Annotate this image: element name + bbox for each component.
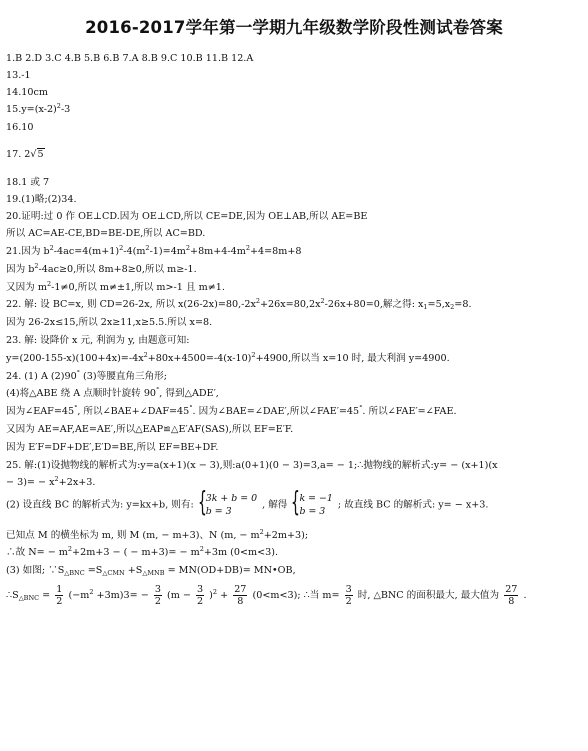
answer-22-line-1: 22. 解: 设 BC=x, 则 CD=26-2x, 所以 $x(26-2x)=80,-2x^2+26x=80,2x^2-26x+80=0$,解之得: $x_1=5,x_2=8$. (6, 297, 472, 311)
sqrt-radicand: 5 (37, 149, 44, 160)
answer-22-line-2: 因为 26-2x≤15,所以 2x≥11,x≥5.5.所以 x=8. (6, 317, 213, 328)
answer-25-line-6: (3) 如图; $\because S_{\triangle BNC} =S_{\triangle CMN} +S_{\triangle MNB} = MN(OD+DB)=$ MN•OB, (6, 565, 296, 577)
answer-24-line-5: 因为 E′F=DF+DE′,E′D=BE,所以 EF=BE+DF. (6, 442, 219, 453)
answer-23-line-2: $y=(200-155-x)(100+4x)=-4x^2+80x+4500=-4(x-10)^2+4900$,所以当 x=10 时, 最大利润 y=4900. (6, 351, 450, 364)
answer-25-line-2: − $3)= - x^2+2x+3$. (6, 475, 96, 488)
fraction-27-eighths: $\frac{27}{8}$ (234, 584, 247, 607)
answer-15: $15.y=(x-2)^2-3$ (6, 102, 71, 115)
answer-20-line-2: 所以 AC=AE-CE,BD=BE-DE,所以 AC=BD. (6, 228, 206, 239)
equation-system-2: { k = −1 b = 3 (292, 492, 332, 518)
fraction-one-half: $\frac{1}{2}$ (56, 584, 63, 607)
page-title: 2016-2017学年第一学期九年级数学阶段性测试卷答案 (85, 18, 503, 37)
answer-23-line-1: 23. 解: 设降价 x 元, 利润为 y, 由题意可知: (6, 335, 190, 346)
answer-21-line-3: 又因为 $m^2-1\ne 0$,所以 m≠±1,所以 m>-1 且 m≠1. (6, 280, 225, 293)
answer-24-line-2: (4)将△ABE 绕 A 点顺时针旋转 90°, 得到△ADE′, (6, 386, 219, 399)
fraction-three-halves: $\frac{3}{2}$ (154, 584, 161, 607)
answer-16: 16.10 (6, 122, 34, 133)
answer-25-line-7: $\therefore S_{\triangle BNC}$ = $\frac{1}{2}$ $(-m^2 +3m)3=$ − $\frac{3}{2}$ (m − $\frac{3}{2}$ )$^2$ + $\frac{27}{8}$ (0<m<3); ∴当 m= $\frac{3}{2}$ 时, △BNC 的面积最大, 最大值为 $\frac{27}{8}$ . (6, 584, 527, 607)
answer-14: 14.10cm (6, 87, 48, 98)
equation-system-1: { 3k + b = 0 b = 3 (199, 492, 257, 518)
answer-24-line-4: 又因为 AE=AF,AE=AE′,所以△EAP≌△E′AF(SAS),所以 EF=E′F. (6, 424, 294, 435)
choice-answers: 1.B 2.D 3.C 4.B 5.B 6.B 7.A 8.B 9.C 10.B 11.B 12.A (6, 53, 254, 64)
fraction-three-halves: $\frac{3}{2}$ (196, 584, 204, 607)
answer-21-line-2: 因为 $b^2-4ac\ge 0$,所以 8m+8≥0,所以 m≥-1. (6, 262, 197, 275)
answer-25-line-4: 已知点 M 的横坐标为 m, 则 M (m, − m+3)、N (m, − $m^2+2m+3$); (6, 528, 309, 541)
answer-21-line-1: 21.因为 $b^2-4ac=4(m+1)^2-4(m^2-1)=4m^2+8m+4-4m^2+4=8m+8$ (6, 244, 302, 257)
answer-13: 13.-1 (6, 70, 31, 81)
answer-20-line-1: 20.证明:过 0 作 OE⊥CD.因为 OE⊥CD,所以 CE=DE,因为 OE⊥AB,所以 AE=BE (6, 211, 368, 222)
fraction-three-halves: $\frac{3}{2}$ (345, 584, 352, 607)
fraction-27-eighths: $\frac{27}{8}$ (505, 584, 518, 607)
answer-25-line-3: (2) 设直线 BC 的解析式为: y=kx+b, 则有: { 3k + b = 0 b = 3 , 解得 { k = −1 b = 3 ; 故直线 BC 的解析式: y= − x+3. (6, 492, 582, 518)
answer-24-line-1: 24. (1) A (2)90° (3)等腰直角三角形; (6, 369, 168, 382)
answer-17: 17. 2√5 (6, 149, 44, 160)
answer-24-line-3: 因为∠EAF=45°, 所以∠BAE+∠DAF=45°. 因为∠BAE=∠DAE′,所以∠FAE′=45°. 所以∠FAE′=∠FAE. (6, 404, 457, 417)
answer-25-line-1: 25. 解:(1)设抛物线的解析式为:y=a(x+1)(x − 3),则:a(0+1)(0 − 3)=3,a= − 1;∴抛物线的解析式:y= − (x+1)(x (6, 460, 498, 471)
answer-19: 19.(1)略;(2)34. (6, 194, 77, 205)
answer-25-line-5: ∴故 $N= - m^2+2m+3$ − ( − $m+3)= - m^2+3m$ (0<m<3). (6, 545, 279, 558)
answer-18: 18.1 或 7 (6, 177, 50, 188)
